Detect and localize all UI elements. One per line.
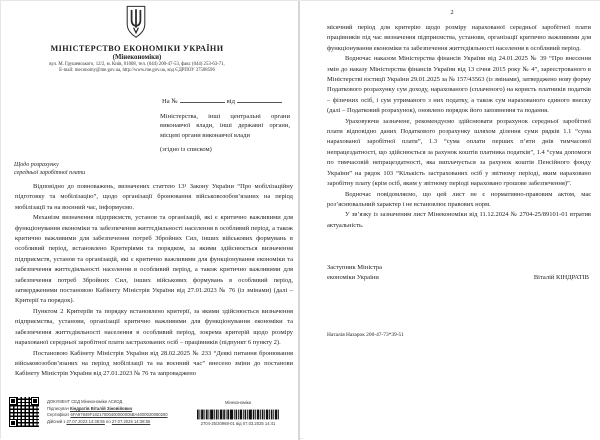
registration-number: 2704-25/20968-01 від 07.03.2025 14:41 [200,421,276,426]
signer-title: Заступник Міністра економіки України [327,264,383,281]
address-line-2: E-mail: meconomy@me.gov.ua, http://www.me.gov.ua, код ЄДРПОУ 37508596 [59,68,215,74]
paragraph: Водночас повідомляємо, що цей лист не є нормативно-правовим актом, має роз’яснювальний характер і не встановлює правових норм. [327,190,591,208]
stamp-org-name: Мінекономіки [225,400,251,405]
subject-block [14,161,85,177]
recipient-text: Міністерства, інші центральні органи виконавчої влади, інші державні органи, місцеві органи виконавчої влади [160,113,290,139]
validity-line: Дійсний з 27.07.2023 14:38:55 по 27.07.2025 14:38:55 [47,418,151,424]
letter-page-1 [1,1,298,440]
ministry-name: МІНІСТЕРСТВО ЕКОНОМІКИ УКРАЇНИ [50,44,224,53]
signer-name: Кіндратів Віталій Зіновійович [69,405,133,411]
paragraph: місячний період для критерію щодо розміру нарахованої середньої заробітної плати працівників під час визначення підприємства, установи, організації критично важливими для функціонування економіки та забезпечення життєдіяльності населення в особливий період. [327,24,591,52]
paragraph: Механізм визначення підприємств, установ та організацій, які є критично важливими для функціонування економіки та забезпечення життєдіяльності населення в особливий період, а також критично важливими для забезпечення потреб Збройних Сил, інших військових формувань в особливий період, встановлено Критеріями та порядком, за якими здійснюється визначення підприємств, установ та організацій, які є критично важливими для функціонування економіки та забезпечення життєдіяльності населення в особливий період, а також критично важливими для забезпечення потреб Збройних Сил, інших військових формувань в особливий період, затвердженими постановою Кабінету Міністрів України від 27.01.2023 № 76 (із змінами) (далі – Критерії та порядок). [15,214,293,305]
certificate-line: Сертифікат 6FA97849F18217000400000005BA4000020080200 [47,412,168,418]
registration-stamp [185,400,291,427]
page-divider [298,1,300,440]
ministry-short-name: (Мінекономіки) [112,54,162,61]
letter-body-page-2 [327,23,591,231]
recipient-block [160,112,290,155]
reference-line [162,97,284,105]
reference-vid-label: від [226,98,235,105]
letter-body-page-1 [15,182,293,380]
signature-block [327,263,589,283]
paragraph: Водночас наказом Міністерства фінансів України від 24.01.2025 № 39 “Про внесення змін до наказу Міністерства фінансів України від 13 січня 2015 року № 4”, зареєстрованого в Міністерстві юстиції України 29.01.2025 за № 157/43563 (із змінами), затверджено нову форму Податкового розрахунку сум доходу, нарахованого (сплаченого) на користь платників податків – фізичних осіб, і сум утриманого з них податку, а також сум нарахованого єдиного внеску (далі – Податковий розрахунок), оновлено порядок його заповнення та подання. [327,55,591,115]
valid-to-date: 27.07.2025 14:38:55 [111,418,151,424]
paragraph: Відповідно до повноважень, визначених статтею 13¹ Закону України “Про мобілізаційну підготовку та мобілізацію”, щодо організації бронювання військовозобов’язаних на період мобілізації та на воєнний час, інформуємо. [15,183,293,211]
address-line-1: вул. М. Грушевського, 12/2, м. Київ, 01008, тел. (044) 200-47-53, факс (044) 253-63-71, [49,62,225,67]
letter-page-2 [303,1,600,440]
sed-system-line: ДОКУМЕНТ СЕД Мінекономіки АСКОД [47,399,123,404]
qr-code-icon [9,397,39,427]
page-number: 2 [450,9,454,16]
ministry-address [1,62,273,74]
barcode-icon [197,409,279,420]
reference-na-label: На № [162,98,178,105]
reference-number-blank [180,97,225,103]
paragraph: Постановою Кабінету Міністрів України від 28.02.2025 № 233 “Деякі питання бронювання військовозобов’язаних на період мобілізації та на воєнний час” внесено зміни до постанови Кабінету Міністрів України від 27.01.2023 № 76 та запроваджено [15,349,293,378]
recipient-note: (згідно із списком) [160,146,212,154]
signer-line: Підписувач Кіндратів Віталій Зіновійович [47,405,133,411]
paragraph: Ураховуючи зазначене, рекомендуємо здійснювати розрахунок середньої заробітної плати відповідно даних Податкового розрахунку шляхом ділення суми рядків 1.1 “сума нарахованої заробітної плати”, 1.3 “сума оплати перших п’яти днів тимчасової непрацездатності, що здійснюється за рахунок коштів платника податків”, 1.4 “сума допомоги по тимчасовій непрацездатності, яка виплачується за рахунок коштів Пенсійного фонду України” на рядок 103 “Кількість застрахованих осіб у звітному періоді, яким нараховано заробітну плату (крім осіб, яким у звітному періоді нараховано грошове забезпечення)”. [327,117,591,188]
paragraph: Пунктом 2 Критеріїв та порядку встановлено критерії, за якими здійснюється визначення підприємства, установи, організації критично важливими для функціонування економіки та забезпечення життєдіяльності населення в особливий період, зокрема критерій щодо розміру нарахованої середньої заробітної плати застрахованих осіб – працівників (підпункт 6 пункту 2). [15,307,293,347]
reference-date-blank [237,97,282,103]
valid-from-date: 27.07.2023 14:38:55 [66,418,105,424]
paragraph: У зв’язку із зазначеним лист Мінекономіки від 11.12.2024 № 2704-25/89101-01 втратив актуальність. [327,211,591,229]
executor-contact: Наталія Назарок 200-47-73*39-51 [327,332,404,338]
ukraine-trident-emblem-icon [124,5,148,39]
digital-signature-stamp [9,395,291,437]
signer-full-name: Віталій КІНДРАТІВ [533,274,589,281]
signature-stamp-text [47,399,179,425]
subject-line-2: середньої заробітної плати [14,170,86,176]
subject-line-1: Щодо розрахунку [14,162,59,168]
certificate-value: 6FA97849F18217000400000005BA4000020080200 [70,412,168,418]
